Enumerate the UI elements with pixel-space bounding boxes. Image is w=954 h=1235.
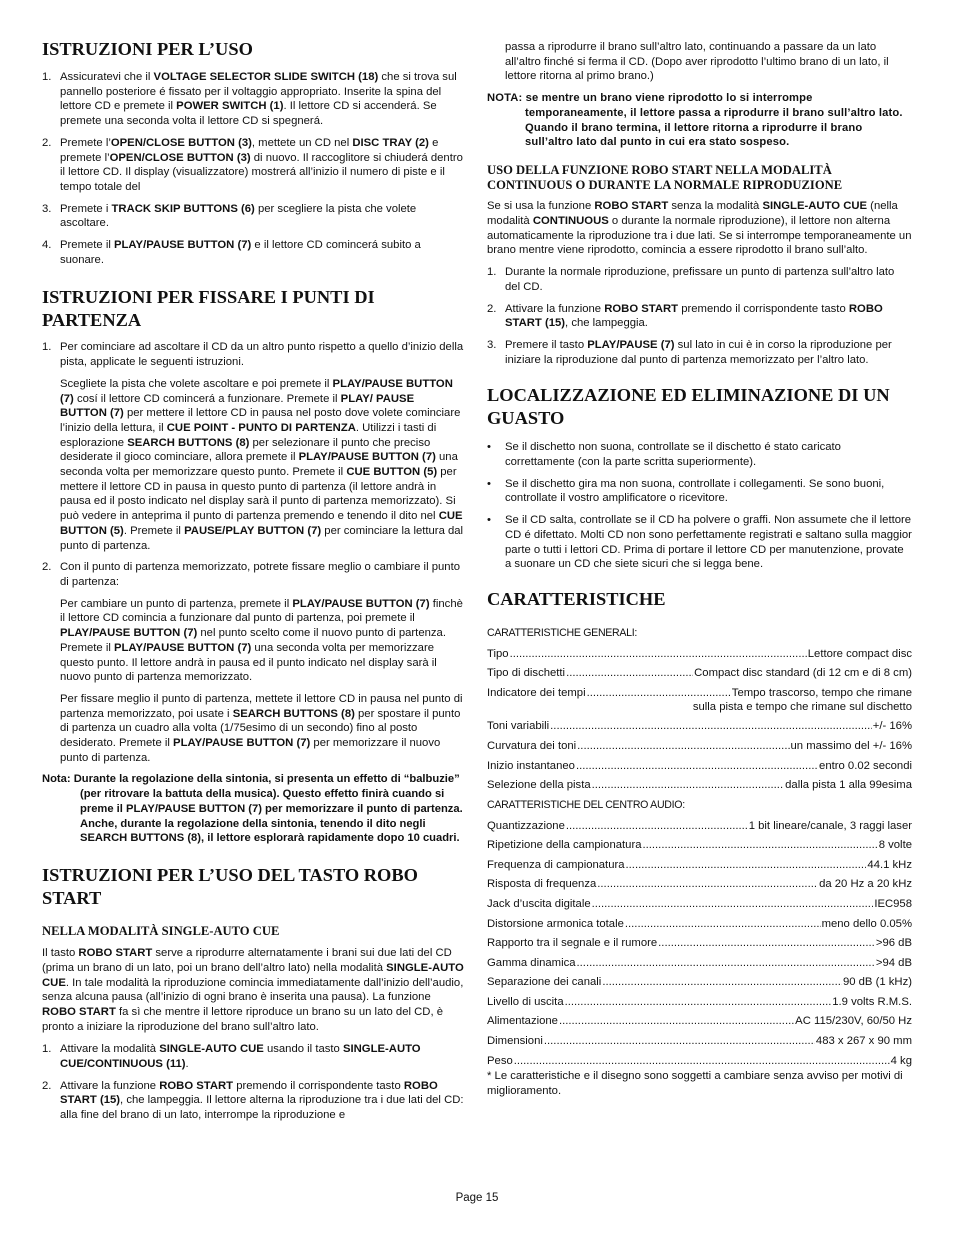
spec-section-general: CARATTERISTICHE GENERALI: [487,626,638,639]
list-item: 1. Assicuratevi che il VOLTAGE SELECTOR SLIDE SWITCH (18) che si trova sul pannello posteriore é fissato per il voltaggio appropriato. Inserite la spina del lettore CD e premete il POWER SWITCH (1). Il lettore CD si accenderá. Se premete una seconda volta il lettore CD si spegnerá. [42,71,457,128]
spec-row [487,759,912,779]
spec-row [487,956,912,976]
heading-punti-partenza: ISTRUZIONI PER FISSARE I PUNTI DI PARTENZA [42,287,375,331]
paragraph-continuous: Se si usa la funzione ROBO START senza la modalità SINGLE-AUTO CUE (nella modalità CONTINUOUS o durante la normale riproduzione), il lettore non alterna automaticamente la riproduzione tra i due lati. Se si interrompe temporaneamente un brano mentre viene riprodotto, comincia a essere riprodotto il brano sull’alto. [487,200,912,257]
list-item-continuation: passa a riprodurre il brano sull’altro lato, continuando a passare da un lato all’altro finché si ferma il CD. (Dopo aver riprodotto l’ultimo brano di un lato, il lettore ritorna al primo brano.) [505,41,889,83]
spec-value: +/- 16% [872,720,912,733]
spec-row [487,666,912,686]
list-item: 1. Per cominciare ad ascoltare il CD da un altro punto rispetto a quello d’inizio della pista, applicate le seguenti istruzioni. Scegliete la pista che volete ascoltare e poi premete il PLAY/PAUSE BUTTON (7) cosí il lettore CD comincerá a funzionare. Premete il PLAY/ PAUSE BUTTON (7) per mettere il lettore CD in pausa nel posto dove volete cominciare l’inizio della lettura, il CUE POINT - PUNTO DI PARTENZA. Utilizzi i tasti di esplorazione SEARCH BUTTONS (8) per selezionare il punto che preciso desiderate il gioco cominciare, allora premete il PLAY/PAUSE BUTTON (7) una seconda volta per memorizzare questo punto. Premete il CUE BUTTON (5) per mettere il lettore CD in pausa in questo punto di partenza (il lettore andrà in pausa ed il posto indicato nel display sarà il punto di partenza memorizzato). Si può vedere in anteprima il punto di partenza premendo e tenendo il dito nel CUE BUTTON (5). Premete il PAUSE/PLAY BUTTON (7) per cominciare la lettura dal punto di partenza. [42,341,464,552]
list-item-text: Con il punto di partenza memorizzato, potrete fissare meglio o cambiare il punto di partenza: [60,561,460,588]
spec-value: IEC958 [874,897,912,910]
spec-row [487,917,912,937]
spec-section-audio: CARATTERISTICHE DEL CENTRO AUDIO: [487,798,685,811]
spec-value: 483 x 267 x 90 mm [815,1035,912,1048]
spec-value: 44.1 kHz [867,858,912,871]
list-istruzioni-uso [42,70,464,267]
spec-row [487,819,912,839]
list-item-text: Premete l’OPEN/CLOSE BUTTON (3), mettete un CD nel DISC TRAY (2) e premete l’OPEN/CLOSE BUTTON (3) di nuovo. Il raccoglitore si chiuderá dentro il lettore CD. Il display (visualizzatore) mostrerá all’inizio il numero di piste e il tempo totale del [60,136,463,193]
list-item: 2. Attivare la funzione ROBO START premendo il corrispondente tasto ROBO START (15), che lampeggia. Il lettore alterna la riproduzione tra i due lati del CD: alla fine del brano di un lato, interrompe la riproduzione e [42,1079,464,1122]
heading-guasto: LOCALIZZAZIONE ED ELIMINAZIONE DI UN GUASTO [487,385,890,429]
spec-label: Alimentazione [487,1015,558,1028]
spec-value: da 20 Hz a 20 kHz [819,878,912,891]
list-item: • Se il dischetto non suona, controllate se il dischetto é stato caricato correttamente (con la parte scritta superiormente). [487,441,841,469]
note-robo-start: NOTA: se mentre un brano viene riprodotto lo si interrompe temporaneamente, il lettore passa a riprodurre il brano sull’altro lato. Quando il brano termina, il lettore ritorna a riprodurre il brano sull’altro lato dal punto in cui era stato sospeso. [487,92,903,149]
spec-label: Rapporto tra il segnale e il rumore [487,937,658,950]
note-balbuzie: Nota: Durante la regolazione della sintonia, si presenta un effetto di “balbuzie” (per ritrovare la battuta della musica). Questo effetto finirà cuando si preme il PLAY/PAUSE BUTTON (7) per memorizzare il punto di partenza. Anche, durante la regolazione della sintonia, tenendo il dito negli SEARCH BUTTONS (8), il lettore esplorarà rapidamente dopo 10 cuadri. [42,773,463,845]
list-guasto [487,440,912,572]
footnote: * Le caratteristiche e il disegno sono soggetti a cambiare senza avviso per motivi di miglioramento. [487,1070,903,1097]
list-item-paragraph: Per fissare meglio il punto di partenza, mettete il lettore CD in pausa nel punto di partenza memorizzato, poi usate i SEARCH BUTTONS (8) per spostare il punto di partenza un cuadro alla volta (1/75esimo di un secondo) fino al posto desiderato. Premete il PLAY/PAUSE BUTTON (7) per memorizzare il nuovo punto di partenza. [60,692,463,764]
list-item: • Se il CD salta, controllate se il CD ha polvere o graffi. Non assumete che il lettore CD é difettato. Molti CD non sono perfettamente registrati e saltano sulla maggior parte o tutti i lettori CD. Prima di portare il lettore CD per manutenzione, provate a suonare un CD che siete sicuri che si legga bene. [487,514,912,571]
spec-label: Risposta di frequenza [487,878,597,891]
spec-label: Inizio instantaneo [487,759,575,772]
spec-label: Curvatura dei toni [487,740,577,753]
list-punti-partenza [42,340,464,765]
spec-row [487,838,912,858]
spec-row [487,1014,912,1034]
list-item: 2. Premete l’OPEN/CLOSE BUTTON (3), mettete un CD nel DISC TRAY (2) e premete l’OPEN/CLOSE BUTTON (3) di nuovo. Il raccoglitore si chiuderá dentro il lettore CD. Il display (visualizzatore) mostrerá all’inizio il numero di piste e il tempo totale del [42,136,463,193]
spec-value: >94 dB [875,956,912,969]
spec-value-continuation: sulla pista e tempo che rimane sul dischetto [692,701,912,714]
spec-label: Tipo [487,647,509,660]
spec-leader [592,778,785,793]
spec-leader [625,917,821,932]
spec-row [487,995,912,1015]
spec-label: Separazione dei canali [487,976,602,989]
right-column [487,40,912,1099]
spec-leader [577,739,789,754]
spec-value: Tempo trascorso, tempo che rimane [731,686,912,699]
list-item-text: Attivare la funzione ROBO START premendo il corrispondente tasto ROBO START (15), che lampeggia. Il lettore alterna la riproduzione tra i due lati del CD: alla fine del brano di un lato, interrompe la riproduzione e [60,1079,464,1122]
spec-value: 1.9 volts R.M.S. [832,995,912,1008]
spec-label: Dimensioni [487,1035,543,1048]
list-item: 3. Premere il tasto PLAY/PAUSE (7) sul lato in cui è in corso la riproduzione per iniziare la riproduzione dal punto di partenza memorizzato per l’altro lato. [487,338,892,366]
spec-value: entro 0.02 secondi [819,759,912,772]
spec-row [487,877,912,897]
list-item-paragraph: Per cambiare un punto di partenza, premete il PLAY/PAUSE BUTTON (7) finchè il lettore CD comincia a funzionare dal punto di partenza, poi premete il PLAY/PAUSE BUTTON (7) nel punto scelto come il nuovo punto di partenza. Premete il PLAY/PAUSE BUTTON (7) una seconda volta per memorizzare questo punto. Il lettore andrà in pausa ed il punto indicato nel display sarà il nuovo punto di partenza memorizzato. [60,597,463,684]
spec-leader [626,858,867,873]
bullet-icon: • [487,477,491,490]
spec-value: 1 bit lineare/canale, 3 raggi laser [748,819,912,832]
spec-label: Peso [487,1054,513,1067]
list-item: 4. Premete il PLAY/PAUSE BUTTON (7) e il lettore CD comincerá subito a suonare. [42,239,421,266]
spec-table-general [487,647,912,798]
spec-label: Gamma dinamica [487,956,576,969]
list-item: 2. Con il punto di partenza memorizzato, potrete fissare meglio o cambiare il punto di partenza: Per cambiare un punto di partenza, premete il PLAY/PAUSE BUTTON (7) finchè il lettore CD comincia a funzionare dal punto di partenza, poi premete il PLAY/PAUSE BUTTON (7) nel punto scelto come il nuovo punto di partenza. Premete il PLAY/PAUSE BUTTON (7) una seconda volta per memorizzare questo punto. Il lettore andrà in pausa ed il punto indicato nel display sarà il nuovo punto di partenza memorizzato. Per fissare meglio il punto di partenza, mettete il lettore CD in pausa nel punto di partenza memorizzato, poi usate i SEARCH BUTTONS (8) per spostare il punto di partenza un cuadro alla volta (1/75esimo di un secondo) fino al posto desiderato. Premete il PLAY/PAUSE BUTTON (7) per memorizzare il nuovo punto di partenza. [42,561,463,764]
spec-label: Selezione della pista [487,779,591,792]
spec-value: meno dello 0.05% [821,917,912,930]
list-item: 2. Attivare la funzione ROBO START premendo il corrispondente tasto ROBO START (15), che lampeggia. [487,302,883,330]
spec-label: Quantizzazione [487,819,565,832]
subheading-continuous: USO DELLA FUNZIONE ROBO START NELLA MODALITÀ CONTINUOUS O DURANTE LA NORMALE RIPRODUZIONE [487,162,843,193]
list-item: 1. Durante la normale riproduzione, prefissare un punto di partenza sull’altro lato del CD. [487,266,895,293]
bullet-icon: • [487,514,491,527]
spec-leader [602,975,842,990]
spec-label: Indicatore dei tempi [487,686,586,699]
spec-row [487,739,912,759]
spec-row [487,858,912,878]
list-item-text: Attivare la funzione ROBO START premendo il corrispondente tasto ROBO START (15), che lampeggia. [505,302,883,330]
list-item: 3. Premete i TRACK SKIP BUTTONS (6) per scegliere la pista che volete ascoltare. [42,202,417,230]
list-item: 1. Attivare la modalità SINGLE-AUTO CUE usando il tasto SINGLE-AUTO CUE/CONTINUOUS (11). [42,1043,421,1071]
spec-label: Jack d’uscita digitale [487,897,591,910]
spec-leader [592,897,874,912]
list-item-text: Durante la normale riproduzione, prefissare un punto di partenza sull’altro lato del CD. [505,266,895,293]
spec-label: Ripetizione della campionatura [487,839,642,852]
list-item-text: Premere il tasto PLAY/PAUSE (7) sul lato in cui è in corso la riproduzione per iniziare la riproduzione dal punto di partenza memorizzato per l’altro lato. [505,338,892,366]
list-item-paragraph: Scegliete la pista che volete ascoltare e poi premete il PLAY/PAUSE BUTTON (7) cosí il lettore CD comincerá a funzionare. Premete il PLAY/ PAUSE BUTTON (7) per mettere il lettore CD in pausa nel posto dove volete cominciare l’inizio della lettura, il CUE POINT - PUNTO DI PARTENZA. Utilizzi i tasti di esplorazione SEARCH BUTTONS (8) per selezionare il punto che preciso desiderate il gioco cominciare, allora premete il PLAY/PAUSE BUTTON (7) una seconda volta per memorizzare questo punto. Premete il CUE BUTTON (5) per mettere il lettore CD in pausa in questo punto di partenza (il lettore andrà in pausa ed il posto indicato nel display sarà il punto di partenza memorizzato). Si può vedere in anteprima il punto di partenza premendo e tenendo il dito nel CUE BUTTON (5). Premete il PAUSE/PLAY BUTTON (7) per cominciare la lettura dal punto di partenza. [60,377,464,552]
spec-leader [566,819,748,834]
spec-leader [559,1014,794,1029]
spec-leader [576,759,818,774]
spec-row [487,719,912,739]
page-number: Page 15 [455,1192,499,1204]
spec-value: dalla pista 1 alla 99esima [785,779,912,792]
bullet-icon: • [487,441,491,454]
spec-label: Frequenza di campionatura [487,858,625,871]
heading-caratteristiche: CARATTERISTICHE [487,588,666,609]
spec-value: 90 dB (1 kHz) [842,976,912,989]
spec-value: 8 volte [878,839,912,852]
spec-leader [510,647,807,662]
spec-table-audio [487,819,912,1074]
spec-row [487,1034,912,1054]
spec-label: Toni variabili [487,720,550,733]
list-item-text: Premete il PLAY/PAUSE BUTTON (7) e il lettore CD comincerá subito a suonare. [60,239,421,266]
list-item-text: Per cominciare ad ascoltare il CD da un altro punto rispetto a quello d’inizio della pista, applicate le seguenti istruzioni. [60,341,464,369]
spec-row [487,647,912,667]
spec-leader [577,956,875,971]
list-item: • Se il dischetto gira ma non suona, controllate i collegamenti. Se sono buoni, controllate il vostro amplificatore o ricevitore. [487,477,885,505]
spec-row [487,936,912,956]
list-item-text: Assicuratevi che il VOLTAGE SELECTOR SLIDE SWITCH (18) che si trova sul pannello posteriore é fissato per il voltaggio appropriato. Inserite la spina del lettore CD e premete il POWER SWITCH (1). Il lettore CD si accenderá. Se premete una seconda volta il lettore CD si spegnerá. [60,71,457,128]
spec-leader [565,995,832,1010]
spec-row [487,975,912,995]
heading-istruzioni-uso: ISTRUZIONI PER L’USO [42,39,253,59]
spec-label: Tipo di dischetti [487,667,566,680]
spec-value: un massimo del +/- 16% [790,740,912,753]
spec-label: Distorsione armonica totale [487,917,624,930]
spec-value: >96 dB [875,937,912,950]
spec-label: Livello di uscita [487,995,564,1008]
paragraph-robo-start: Il tasto ROBO START serve a riprodurre alternatamente i brani sui due lati del CD (prima un brano di un lato, poi un brano dell’altro lato) nella modalità SINGLE-AUTO CUE. In tale modalità la riproduzione comincia immediatamente dall’inizio dell’audio, senza alcuna pausa (all’inizio di ogni brano è inserita una pausa). La funzione ROBO START fa sì che mentre il lettore riproduce un brano su un lato del CD, è pronto a iniziare la riproduzione del brano sull’altro lato. [42,947,464,1033]
spec-leader [642,838,877,853]
spec-leader [550,719,872,734]
spec-value: Lettore compact disc [807,647,912,660]
spec-leader [658,936,875,951]
list-continuous [487,265,912,367]
list-item-text: Premete i TRACK SKIP BUTTONS (6) per scegliere la pista che volete ascoltare. [60,202,417,230]
left-column [42,38,464,1130]
spec-value: Compact disc standard (di 12 cm e di 8 cm) [694,667,912,680]
spec-value: 4 kg [890,1054,912,1067]
spec-row [487,778,912,798]
list-item-text: Attivare la modalità SINGLE-AUTO CUE usando il tasto SINGLE-AUTO CUE/CONTINUOUS (11). [60,1043,421,1071]
spec-row [487,897,912,917]
spec-leader [566,666,693,681]
spec-leader [587,686,731,701]
heading-robo-start: ISTRUZIONI PER L’USO DEL TASTO ROBO START [42,864,418,908]
spec-leader [514,1054,890,1069]
subheading-single-auto-cue: NELLA MODALITÀ SINGLE-AUTO CUE [42,923,280,938]
spec-leader [544,1034,815,1049]
spec-value: AC 115/230V, 60/50 Hz [795,1015,912,1028]
spec-leader [597,877,818,892]
list-robo-start [42,1042,464,1123]
